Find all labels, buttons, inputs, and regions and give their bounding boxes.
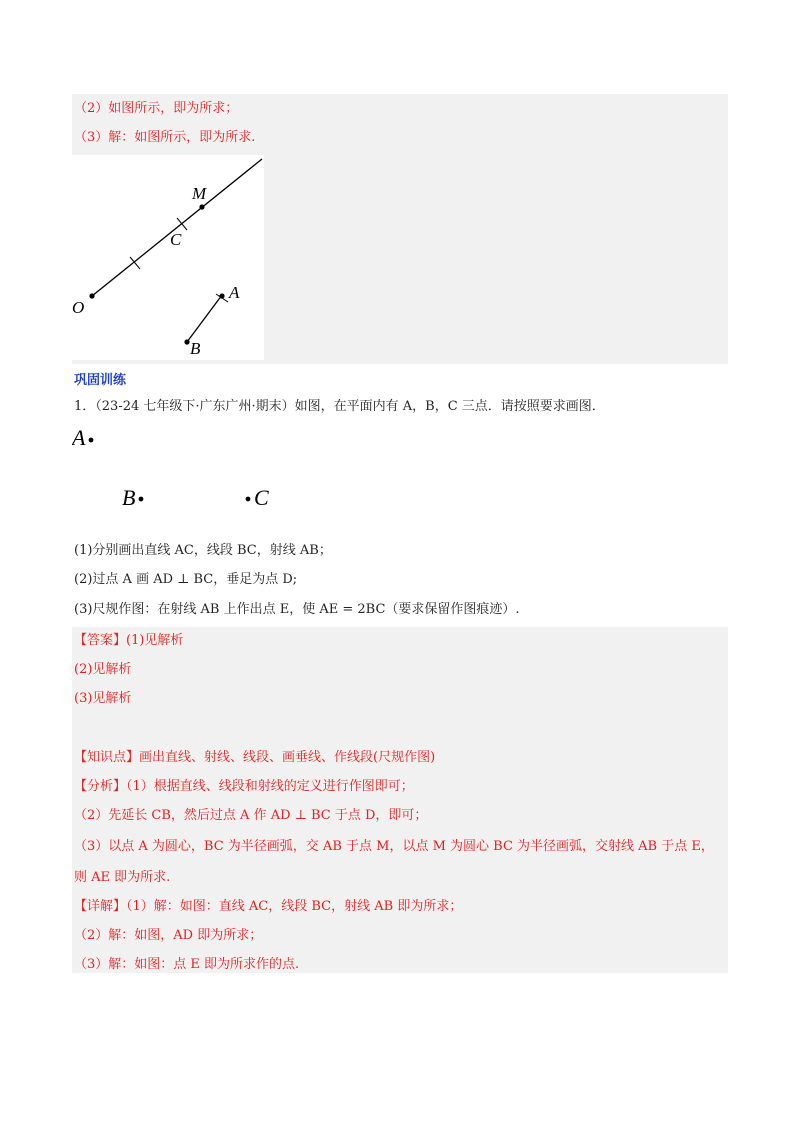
point-b-label: B — [122, 485, 136, 510]
question-2: (2)过点 A 画 AD ⊥ BC，垂足为点 D; — [74, 572, 298, 587]
answer-2: (2)见解析 — [74, 662, 132, 677]
label-b: B — [190, 339, 201, 358]
top-line-3: （3）解：如图所示，即为所求. — [74, 130, 256, 145]
answer-panel-bottom — [72, 627, 728, 973]
analysis-4: 则 AE 即为所求. — [74, 870, 171, 885]
problem-stem: 1．（23-24 七年级下·广东广州·期末）如图，在平面内有 A，B，C 三点．请按照要求画图． — [74, 399, 605, 414]
section-title: 巩固训练 — [74, 373, 127, 388]
label-m: M — [192, 184, 207, 203]
knowledge-point: 【知识点】画出直线、射线、线段、画垂线、作线段(尺规作图) — [74, 750, 436, 765]
point-a-label: A — [72, 425, 86, 450]
ray-figure — [72, 155, 264, 360]
question-3: (3)尺规作图：在射线 AB 上作出点 E，使 AE = 2BC（要求保留作图痕迹）. — [74, 602, 520, 617]
points-figure — [72, 425, 332, 515]
detail-3: （3）解：如图：点 E 即为所求作的点. — [74, 957, 300, 972]
answer-3: (3)见解析 — [74, 691, 132, 706]
detail-2: （2）解：如图，AD 即为所求； — [74, 928, 263, 943]
analysis-1: 【分析】（1）根据直线、线段和射线的定义进行作图即可； — [74, 779, 414, 794]
top-line-2: （2）如图所示，即为所求； — [74, 101, 239, 116]
label-c: C — [170, 230, 182, 249]
detail-1: 【详解】（1）解：如图：直线 AC，线段 BC，射线 AB 即为所求； — [74, 899, 463, 914]
label-a: A — [229, 283, 240, 302]
label-o: O — [72, 298, 85, 317]
point-c-label: C — [254, 485, 269, 510]
analysis-3: （3）以点 A 为圆心，BC 为半径画弧，交 AB 于点 M，以点 M 为圆心 BC 为半径画弧，交射线 AB 于点 E， — [74, 839, 714, 854]
analysis-2: （2）先延长 CB，然后过点 A 作 AD ⊥ BC 于点 D，即可； — [74, 808, 428, 823]
answer-1: 【答案】(1)见解析 — [74, 633, 184, 648]
question-1: (1)分别画出直线 AC，线段 BC，射线 AB； — [74, 543, 332, 558]
